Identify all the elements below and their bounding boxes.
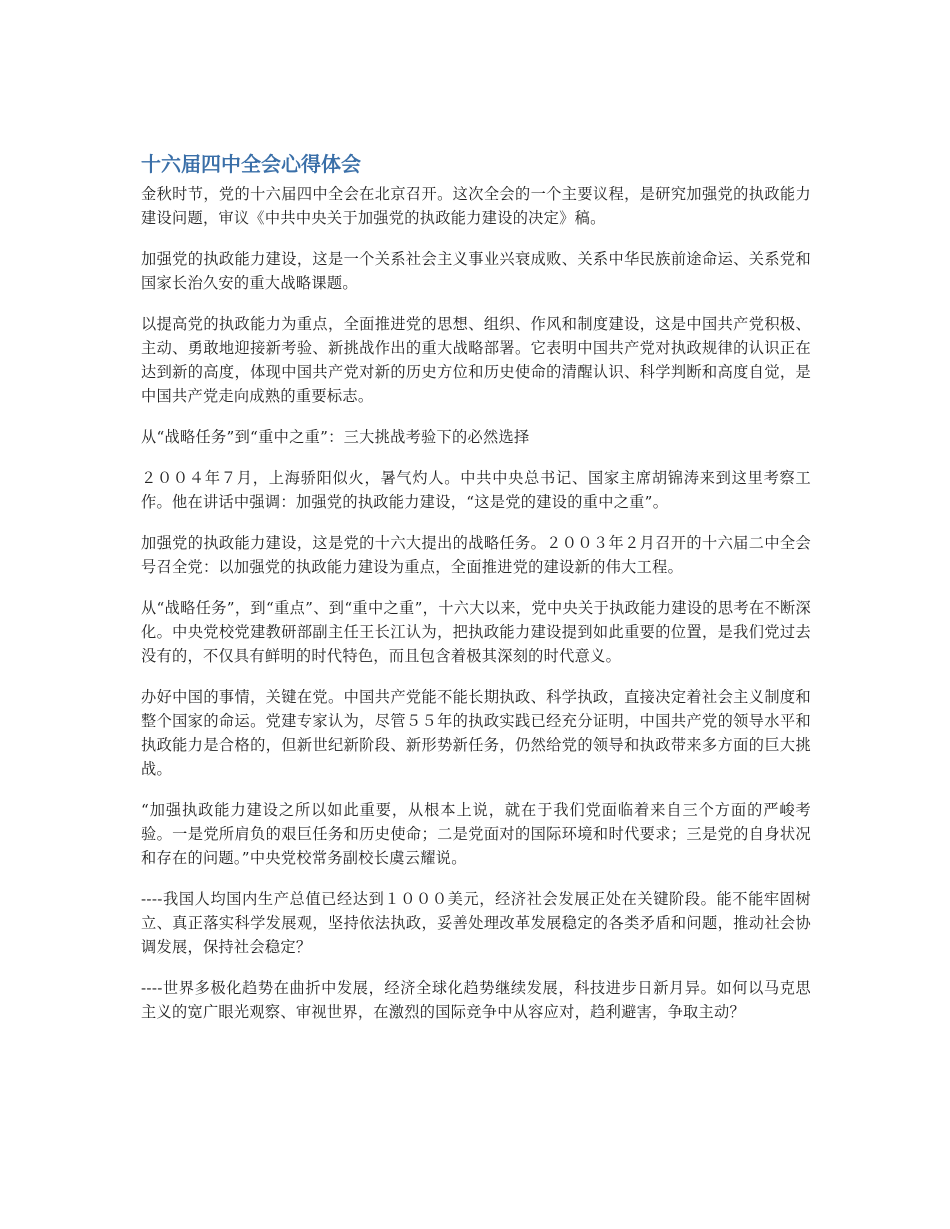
paragraph: 以提高党的执政能力为重点，全面推进党的思想、组织、作风和制度建设，这是中国共产党积极、主动、勇敢地迎接新考验、新挑战作出的重大战略部署。它表明中国共产党对执政规律的认识正在达到新的高度，体现中国共产党对新的历史方位和历史使命的清醒认识、科学判断和高度自觉，是中国共产党走向成熟的重要标志。 [141, 315, 811, 405]
document-title: 十六届四中全会心得体会 [141, 152, 361, 176]
list-paragraph: ----我国人均国内生产总值已经达到１０００美元，经济社会发展正处在关键阶段。能不能牢固树立、真正落实科学发展观，坚持依法执政，妥善处理改革发展稳定的各类矛盾和问题，推动社会协调发展，保持社会稳定？ [141, 890, 811, 956]
section-subheading: 从“战略任务”到“重中之重”：三大挑战考验下的必然选择 [141, 428, 530, 446]
paragraph: 办好中国的事情，关键在党。中国共产党能不能长期执政、科学执政，直接决定着社会主义制度和整个国家的命运。党建专家认为，尽管５５年的执政实践已经充分证明，中国共产党的领导水平和执政能力是合格的，但新世纪新阶段、新形势新任务，仍然给党的领导和执政带来多方面的巨大挑战。 [141, 688, 811, 778]
paragraph-intro: 金秋时节，党的十六届四中全会在北京召开。这次全会的一个主要议程，是研究加强党的执政能力建设问题，审议《中共中央关于加强党的执政能力建设的决定》稿。 [141, 185, 811, 227]
paragraph: 加强党的执政能力建设，这是一个关系社会主义事业兴衰成败、关系中华民族前途命运、关系党和国家长治久安的重大战略课题。 [141, 250, 811, 292]
paragraph: 从“战略任务”，到“重点”、到“重中之重”，十六大以来，党中央关于执政能力建设的思考在不断深化。中央党校党建教研部副主任王长江认为，把执政能力建设提到如此重要的位置，是我们党过去没有的，不仅具有鲜明的时代特色，而且包含着极其深刻的时代意义。 [141, 599, 811, 665]
paragraph: 加强党的执政能力建设，这是党的十六大提出的战略任务。２００３年２月召开的十六届二中全会号召全党：以加强党的执政能力建设为重点，全面推进党的建设新的伟大工程。 [141, 534, 811, 576]
paragraph: ２００４年７月，上海骄阳似火，暑气灼人。中共中央总书记、国家主席胡锦涛来到这里考察工作。他在讲话中强调：加强党的执政能力建设，“这是党的建设的重中之重”。 [141, 469, 811, 511]
list-paragraph: ----世界多极化趋势在曲折中发展，经济全球化趋势继续发展，科技进步日新月异。如何以马克思主义的宽广眼光观察、审视世界，在激烈的国际竞争中从容应对，趋利避害，争取主动？ [141, 979, 811, 1021]
quote-paragraph: “加强执政能力建设之所以如此重要，从根本上说，就在于我们党面临着来自三个方面的严峻考验。一是党所肩负的艰巨任务和历史使命；二是党面对的国际环境和时代要求；三是党的自身状况和存在的问题。”中央党校常务副校长虞云耀说。 [141, 801, 811, 867]
document-page [141, 150, 811, 1041]
